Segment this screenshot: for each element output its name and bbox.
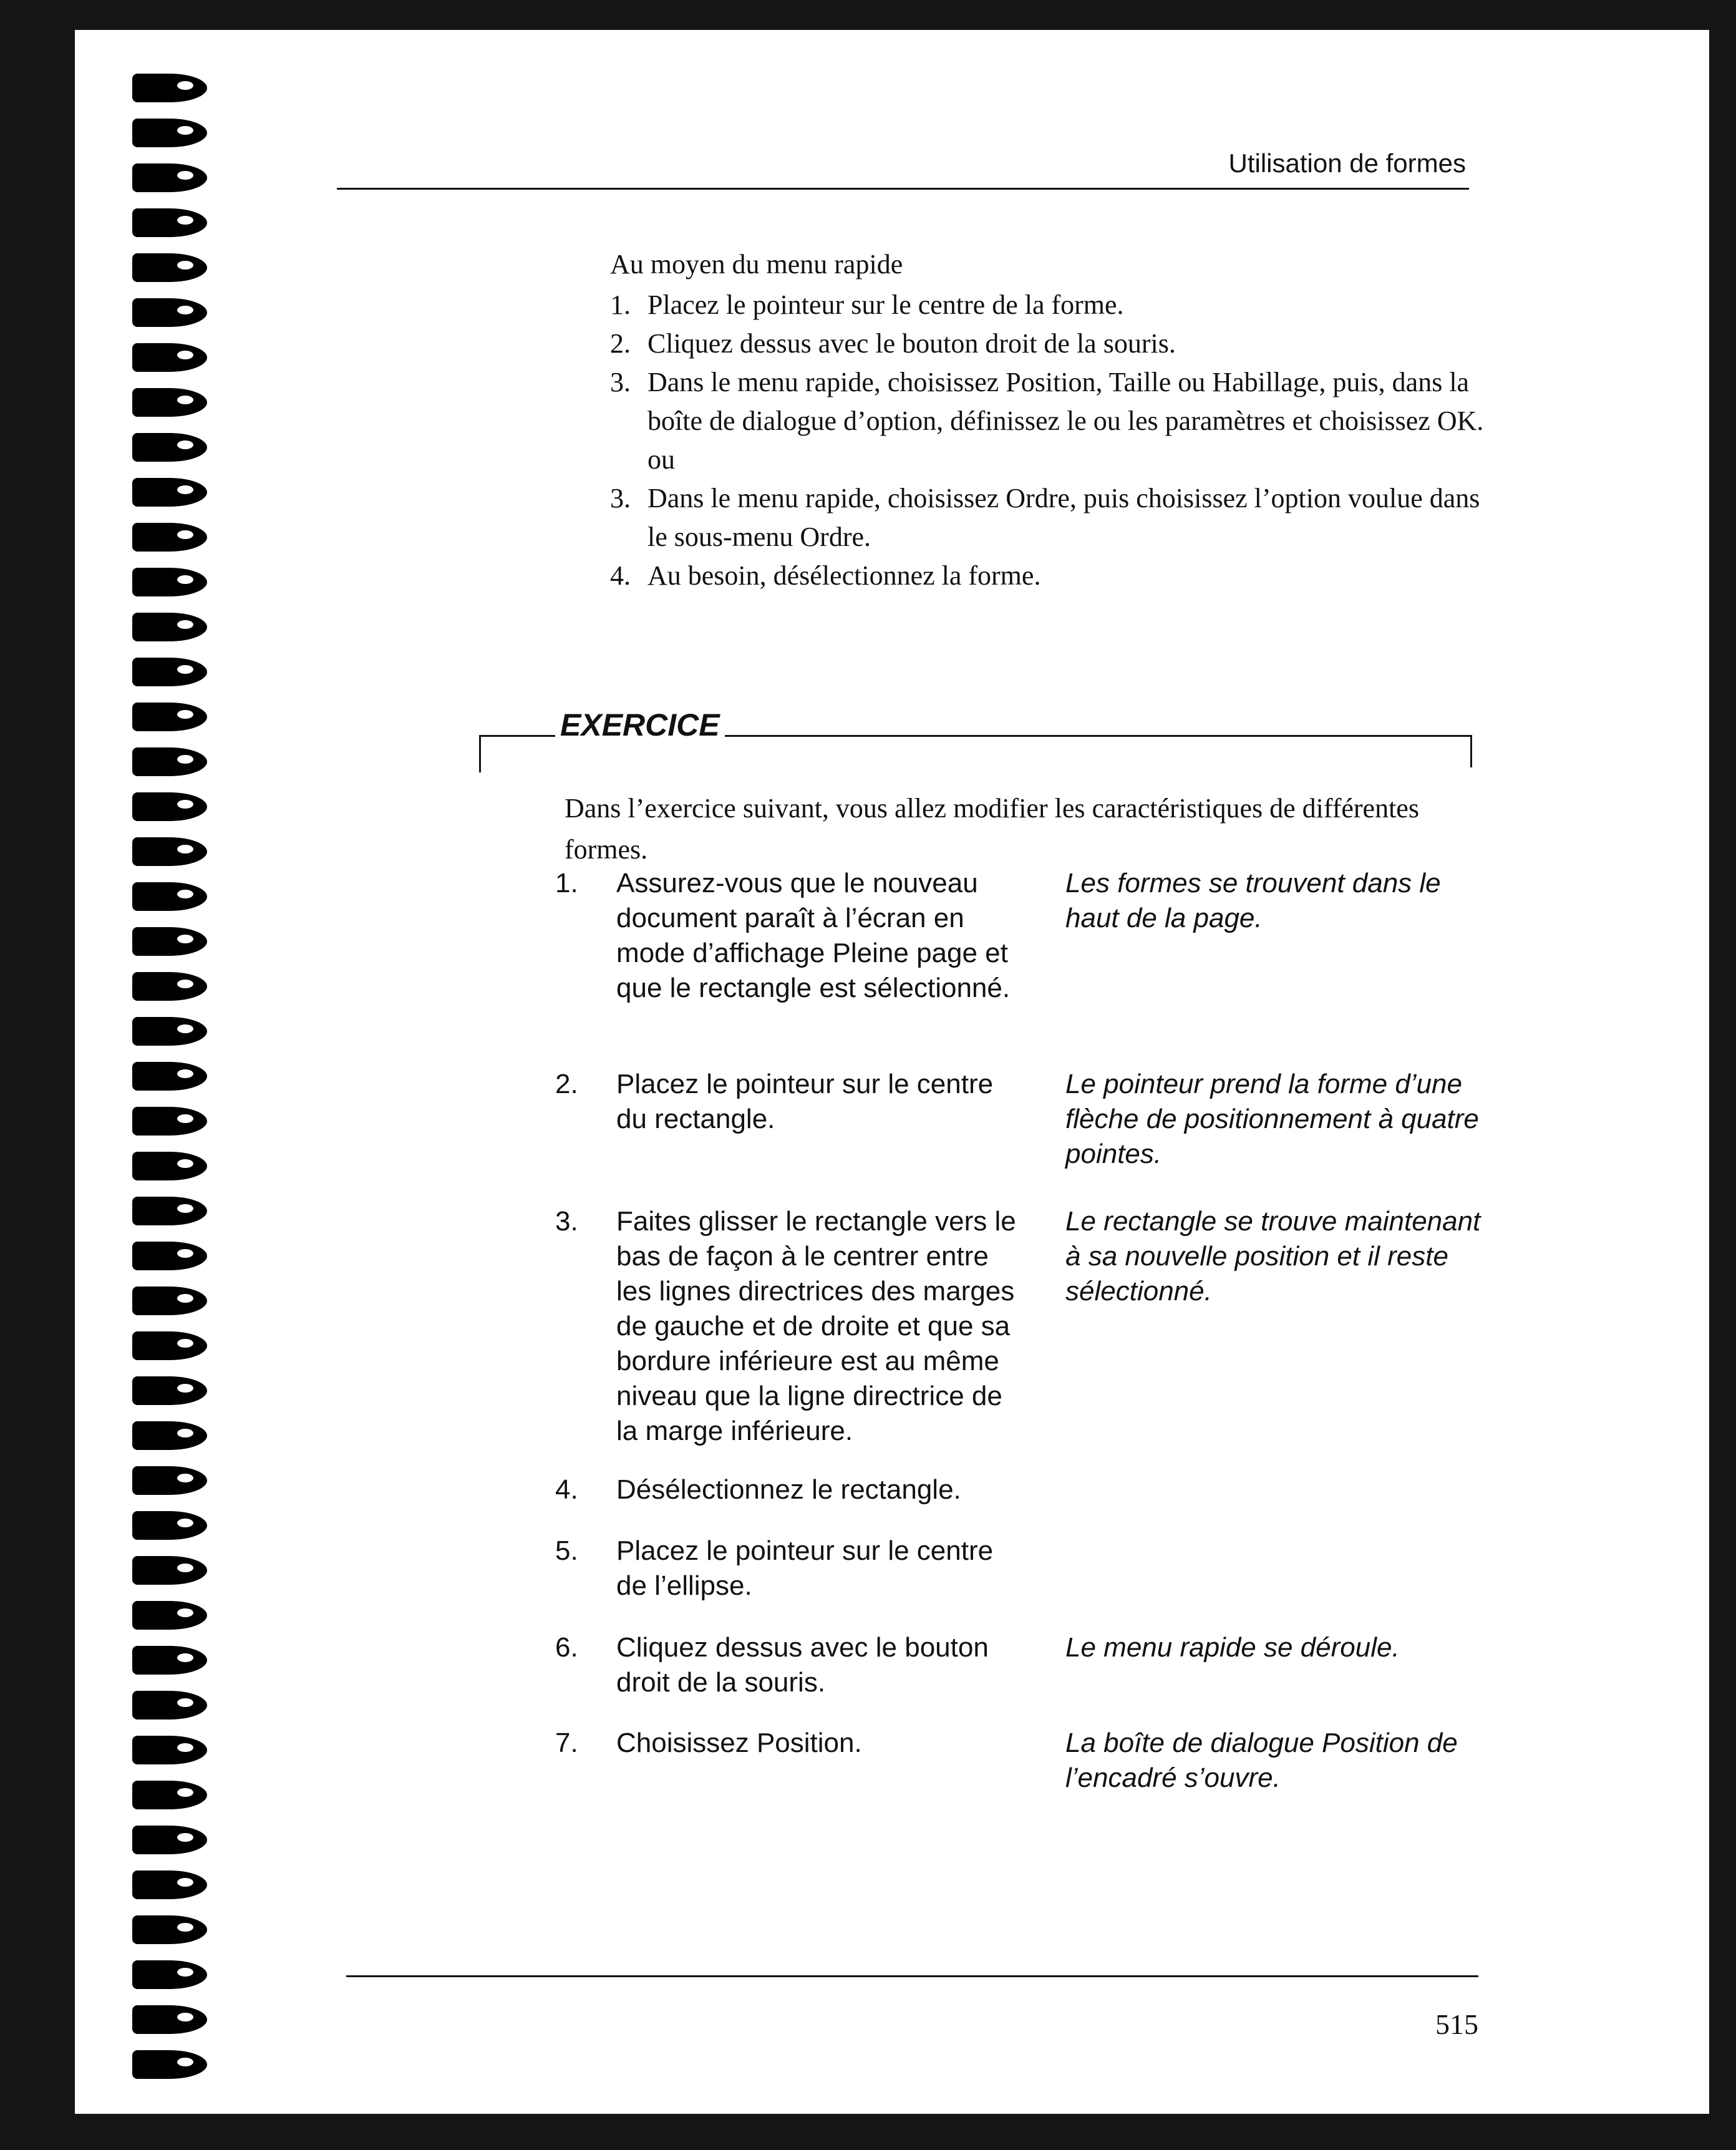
page-number: 515 [1435,2008,1478,2040]
binding-ring [132,298,207,327]
binding-ring [132,1601,207,1630]
binding-ring [132,1870,207,1899]
binding-ring [132,882,207,911]
row-result: Les formes se trouvent dans le haut de la page. [1065,868,1441,933]
row-action: Placez le pointeur sur le centre de l’ellipse. [616,1535,994,1601]
procedure-step [610,286,1496,324]
binding-ring [132,747,207,776]
row-number: 3. [555,1206,578,1237]
step-text: Dans le menu rapide, choisissez Position, Taille ou Habillage, puis, dans la boîte de dialogue d’option, définissez le ou les paramètres et choisissez OK. [647,367,1484,436]
row-result: Le rectangle se trouve maintenant à sa nouvelle position et il reste sélectionné. [1065,1206,1481,1306]
binding-ring [132,1915,207,1944]
row-action: Assurez-vous que le nouveau document paraît à l’écran en mode d’affichage Pleine page et que le rectangle est sélectionné. [616,868,1011,1003]
binding-ring [132,1960,207,1989]
binding-ring [132,74,207,102]
procedure-alternative [610,440,1496,479]
binding-ring [132,208,207,237]
step-number: 2. [610,328,631,359]
step-number: 3. [610,483,631,513]
binding-ring [132,1062,207,1091]
exercise-intro: Dans l’exercice suivant, vous allez modifier les caractéristiques de différentes formes. [565,793,1419,865]
row-action: Cliquez dessus avec le bouton droit de la souris. [616,1632,989,1698]
step-number: 4. [610,560,631,591]
binding-ring [132,253,207,282]
binding-ring [132,1107,207,1136]
step-number: 3. [610,367,631,397]
binding-ring [132,1511,207,1540]
binding-ring [132,433,207,462]
binding-ring [132,568,207,596]
binding-ring [132,1376,207,1405]
binding-ring [132,613,207,641]
row-number: 2. [555,1069,578,1099]
binding-ring [132,972,207,1001]
row-action: Faites glisser le rectangle vers le bas de façon à le centrer entre les lignes directrices des marges de gauche et de droite et que sa bordure inférieure est au même niveau que la ligne directrice de la marge inférieure. [616,1206,1016,1446]
binding-ring [132,2005,207,2034]
footer-rule [346,1975,1478,1977]
binding-ring [132,703,207,731]
row-number: 5. [555,1535,578,1566]
row-action: Placez le pointeur sur le centre du rectangle. [616,1069,994,1134]
row-number: 7. [555,1728,578,1758]
step-text: Placez le pointeur sur le centre de la forme. [647,289,1124,320]
binding-ring [132,478,207,507]
binding-ring [132,1826,207,1854]
exercise-frame-left [479,735,481,772]
binding-ring [132,837,207,866]
binding-ring [132,1197,207,1225]
row-number: 4. [555,1474,578,1505]
binding-ring [132,1781,207,1809]
procedure-step [610,324,1496,363]
row-action: Choisissez Position. [616,1728,862,1758]
procedure-title: Au moyen du menu rapide [610,249,903,280]
binding-ring [132,1017,207,1046]
binding-ring [132,2050,207,2079]
step-text: Dans le menu rapide, choisissez Ordre, puis choisissez l’option voulue dans le sous-menu Ordre. [647,483,1480,552]
procedure-steps [610,286,1496,595]
binding-ring [132,1331,207,1360]
binding-ring [132,1242,207,1270]
row-result: Le menu rapide se déroule. [1065,1632,1400,1663]
row-result: Le pointeur prend la forme d’une flèche de positionnement à quatre pointes. [1065,1069,1479,1169]
header-rule [337,188,1469,190]
exercise-frame-right [1470,735,1472,767]
binding-ring [132,1736,207,1764]
procedure-step [610,557,1496,595]
binding-ring [132,927,207,956]
procedure-step [610,479,1496,557]
step-number: 1. [610,289,631,320]
step-text: Cliquez dessus avec le bouton droit de la souris. [647,328,1176,359]
binding-ring [132,163,207,192]
binding-ring [132,523,207,552]
document-page [75,30,1709,2114]
binding-ring [132,388,207,417]
row-number: 1. [555,868,578,898]
binding-ring [132,1646,207,1675]
binding-ring [132,343,207,372]
alternative-text: ou [647,444,675,475]
exercise-title: EXERCICE [555,707,725,743]
binding-ring [132,119,207,147]
procedure-step [610,363,1496,440]
binding-ring [132,1691,207,1720]
binding-ring [132,1466,207,1495]
binding-ring [132,1556,207,1585]
row-result: La boîte de dialogue Position de l’encadré s’ouvre. [1065,1728,1458,1793]
binding-ring [132,658,207,686]
spiral-binding [132,74,213,2095]
step-text: Au besoin, désélectionnez la forme. [647,560,1041,591]
binding-ring [132,1152,207,1180]
row-number: 6. [555,1632,578,1663]
running-header: Utilisation de formes [1228,148,1466,178]
row-action: Désélectionnez le rectangle. [616,1474,961,1505]
binding-ring [132,1287,207,1315]
binding-ring [132,1421,207,1450]
binding-ring [132,792,207,821]
